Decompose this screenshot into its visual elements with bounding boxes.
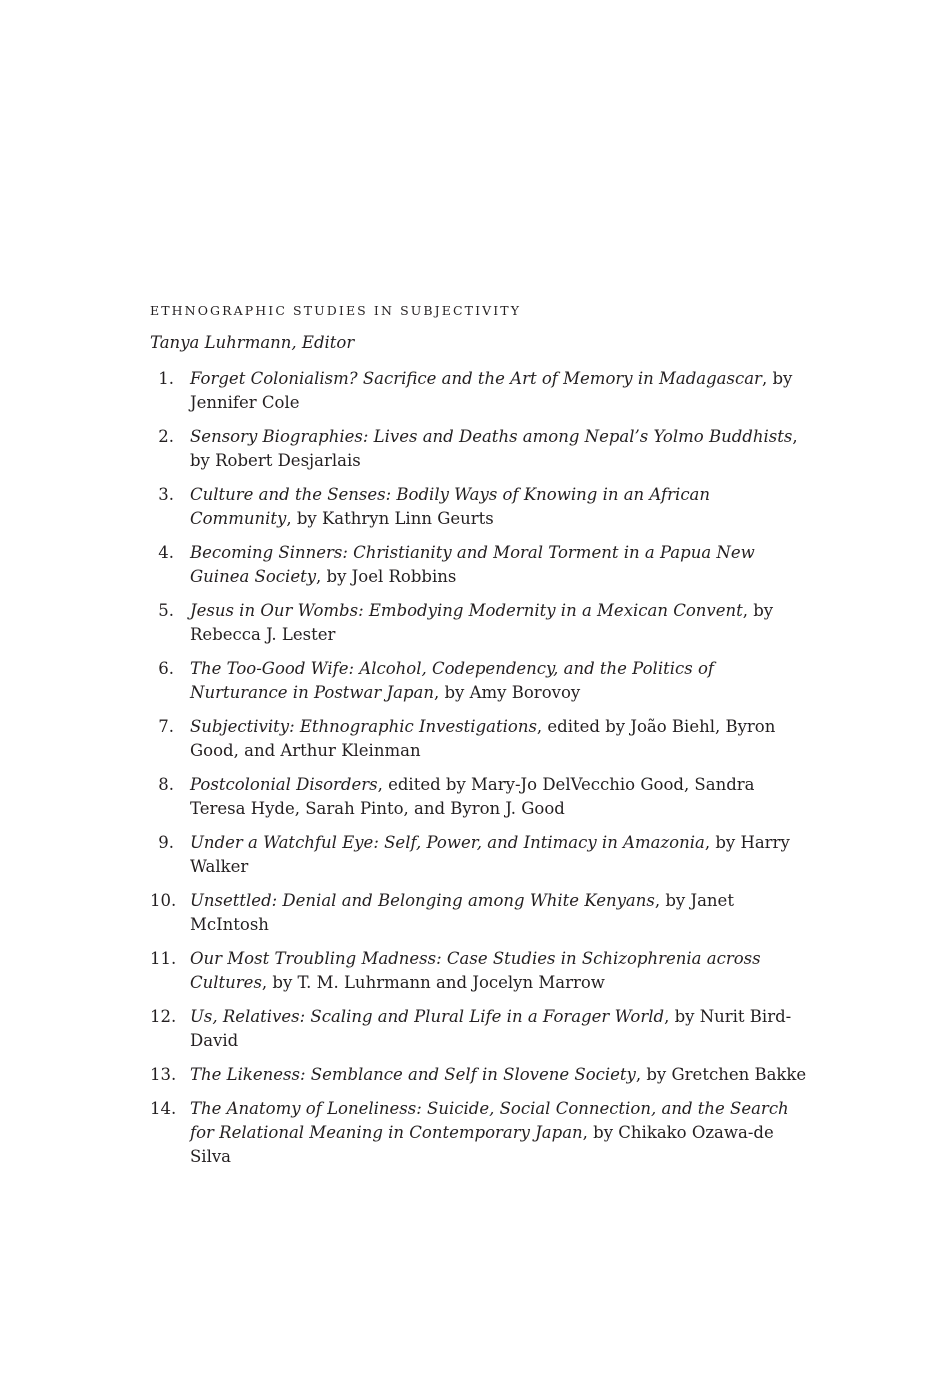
book-entry bbox=[150, 831, 810, 879]
book-number: 3. bbox=[158, 485, 174, 504]
book-credit: , by Joel Robbins bbox=[316, 567, 457, 586]
book-entry bbox=[150, 715, 810, 763]
book-title: Postcolonial Disorders bbox=[190, 775, 378, 794]
book-text bbox=[190, 483, 810, 531]
book-credit: , by Jennifer Cole bbox=[190, 369, 793, 412]
book-text bbox=[190, 947, 810, 995]
book-text bbox=[190, 1005, 810, 1053]
book-title: The Anatomy of Loneliness: Suicide, Social Connection, and the Search for Relational Meaning in Contemporary Japan bbox=[190, 1099, 789, 1142]
book-credit: , by Robert Desjarlais bbox=[190, 427, 798, 470]
book-text bbox=[190, 773, 810, 821]
book-entry bbox=[150, 947, 810, 995]
book-credit: , edited by João Biehl, Byron Good, and Arthur Kleinman bbox=[190, 717, 776, 760]
book-title: Us, Relatives: Scaling and Plural Life in a Forager World bbox=[190, 1007, 665, 1026]
book-entry bbox=[150, 1097, 810, 1169]
book-text bbox=[190, 367, 810, 415]
book-number: 7. bbox=[158, 717, 174, 736]
book-entry bbox=[150, 367, 810, 415]
book-entry bbox=[150, 1063, 810, 1087]
book-credit: , by Rebecca J. Lester bbox=[190, 601, 774, 644]
book-text bbox=[190, 889, 810, 937]
book-text bbox=[190, 1097, 810, 1169]
book-entry bbox=[150, 541, 810, 589]
book-number: 8. bbox=[158, 775, 174, 794]
book-text bbox=[190, 715, 810, 763]
book-number: 14. bbox=[150, 1099, 177, 1118]
book-credit: , by T. M. Luhrmann and Jocelyn Marrow bbox=[261, 973, 605, 992]
book-credit: , by Amy Borovoy bbox=[434, 683, 581, 702]
series-title: ETHNOGRAPHIC STUDIES IN SUBJECTIVITY bbox=[150, 303, 522, 318]
book-entry bbox=[150, 773, 810, 821]
series-editor: Tanya Luhrmann, Editor bbox=[150, 333, 355, 352]
book-entry bbox=[150, 483, 810, 531]
book-number: 12. bbox=[150, 1007, 177, 1026]
book-credit: , by Chikako Ozawa-de Silva bbox=[190, 1123, 774, 1166]
book-list bbox=[150, 367, 810, 1179]
book-entry bbox=[150, 599, 810, 647]
book-title: Unsettled: Denial and Belonging among White Kenyans bbox=[190, 891, 655, 910]
book-title: Under a Watchful Eye: Self, Power, and Intimacy in Amazonia bbox=[190, 833, 705, 852]
book-title: Becoming Sinners: Christianity and Moral Torment in a Papua New Guinea Society bbox=[190, 543, 755, 586]
book-title: Forget Colonialism? Sacrifice and the Art of Memory in Madagascar bbox=[190, 369, 762, 388]
book-text bbox=[190, 541, 810, 589]
book-title: Our Most Troubling Madness: Case Studies in Schizophrenia across Cultures bbox=[190, 949, 761, 992]
book-title: Subjectivity: Ethnographic Investigations bbox=[190, 717, 537, 736]
book-entry bbox=[150, 425, 810, 473]
book-text bbox=[190, 425, 810, 473]
book-number: 4. bbox=[158, 543, 174, 562]
book-title: The Likeness: Semblance and Self in Slovene Society bbox=[190, 1065, 636, 1084]
book-number: 1. bbox=[158, 369, 174, 388]
book-credit: , edited by Mary-Jo DelVecchio Good, Sandra Teresa Hyde, Sarah Pinto, and Byron J. Good bbox=[190, 775, 755, 818]
book-credit: , by Gretchen Bakke bbox=[635, 1065, 807, 1084]
book-entry bbox=[150, 889, 810, 937]
book-entry bbox=[150, 1005, 810, 1053]
book-credit: , by Kathryn Linn Geurts bbox=[286, 509, 494, 528]
book-title: Culture and the Senses: Bodily Ways of Knowing in an African Community bbox=[190, 485, 711, 528]
book-credit: , by Harry Walker bbox=[190, 833, 790, 876]
book-credit: , by Janet McIntosh bbox=[190, 891, 734, 934]
book-text bbox=[190, 1063, 810, 1087]
book-credit: , by Nurit Bird-David bbox=[190, 1007, 792, 1050]
book-number: 9. bbox=[158, 833, 174, 852]
book-entry bbox=[150, 657, 810, 705]
book-title: Jesus in Our Wombs: Embodying Modernity in a Mexican Convent bbox=[190, 601, 743, 620]
book-number: 10. bbox=[150, 891, 177, 910]
book-number: 2. bbox=[158, 427, 174, 446]
book-title: The Too-Good Wife: Alcohol, Codependency, and the Politics of Nurturance in Postwar Japan bbox=[190, 659, 714, 702]
book-text bbox=[190, 599, 810, 647]
book-number: 13. bbox=[150, 1065, 177, 1084]
book-number: 5. bbox=[158, 601, 174, 620]
book-title: Sensory Biographies: Lives and Deaths among Nepal’s Yolmo Buddhists bbox=[190, 427, 793, 446]
book-number: 11. bbox=[150, 949, 177, 968]
book-number: 6. bbox=[158, 659, 174, 678]
book-text bbox=[190, 657, 810, 705]
book-text bbox=[190, 831, 810, 879]
